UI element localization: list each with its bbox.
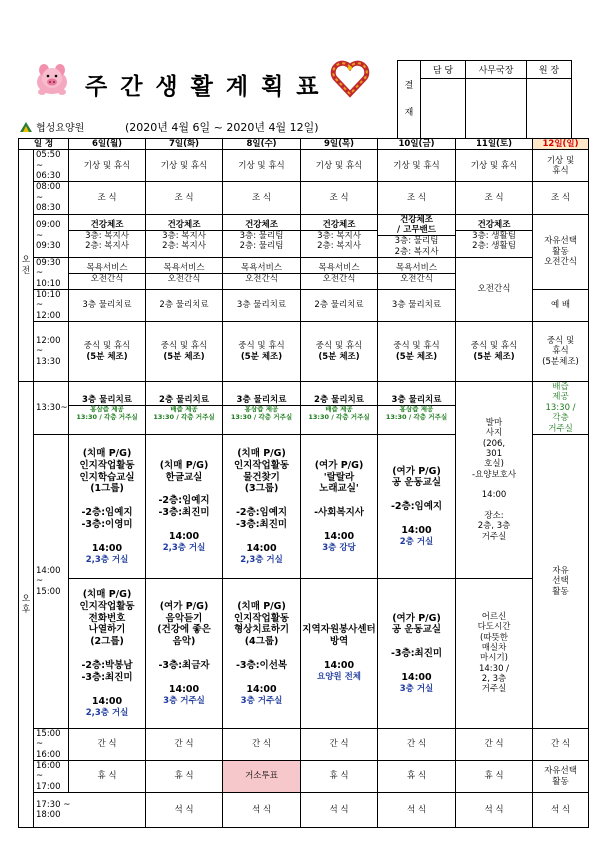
bath-label: 목욕서비스 <box>395 262 438 273</box>
day-mon: 6일(월) <box>69 139 146 150</box>
day-wed: 8일(수) <box>223 139 301 150</box>
cell-dinner-wed: 석 식 <box>301 793 378 828</box>
cell-bath-mon <box>69 257 146 289</box>
pt-label: 3층 물리치료 <box>391 394 442 405</box>
cell-sun-free: 자유 선택 활동 <box>533 434 589 728</box>
cell-rest-fri: 휴 식 <box>378 760 456 792</box>
lunch-label: 중식 및 휴식 <box>83 341 131 352</box>
pig-icon <box>32 58 72 98</box>
bath-label: 목욕서비스 <box>318 262 360 273</box>
org-name: 협성요양원 <box>36 123 85 134</box>
cell-snack-thu: 간 식 <box>301 728 378 760</box>
cell-snack-sun: 간 식 <box>533 728 589 760</box>
program-text: (치매 P/G) 인지작업활동 전화번호 나열하기 (2그룹) -2층:박봉남 -3층:최진미 14:00 <box>79 588 135 707</box>
cell-health-wed <box>223 214 301 257</box>
pt-label: 2층 물리치료 <box>314 394 364 405</box>
cell-program-thu-b <box>301 578 378 728</box>
time-cell: 09:30 ~ 10:10 <box>34 257 69 289</box>
cell-pt-tue: 2층 물리치료 <box>146 290 223 322</box>
cell-breakfast-fri: 조 식 <box>378 182 456 214</box>
time-cell: 15:00 ~ 16:00 <box>34 728 69 760</box>
program-text: (여가 P/G) 공 운동교실 -2층:임예지 14:00 <box>390 465 443 536</box>
lunch-exercise: (5분 체조) <box>473 351 515 362</box>
approval-header-staff: 담 당 <box>421 61 466 79</box>
pt-label: 2층 물리치료 <box>159 394 209 405</box>
drink-label: 홍삼즙 제공 13:30 / 각층 거주실 <box>69 405 145 422</box>
cell-lunch-thu <box>301 322 378 382</box>
health-label: 건강체조 <box>245 219 278 230</box>
program-place: 2,3층 거실 <box>85 707 129 718</box>
cell-sat-snack: 오전간식 <box>456 257 533 321</box>
bath-label: 목욕서비스 <box>163 262 205 273</box>
row-rest <box>19 760 589 792</box>
cell-dinner-thu: 석 식 <box>378 793 456 828</box>
cell-health-thu <box>301 214 378 257</box>
snack-label: 오전간식 <box>146 273 222 284</box>
program-place: 2,3층 거실 <box>240 554 283 565</box>
cell-lunch-mon <box>69 322 146 382</box>
cell-bath-fri <box>378 257 456 289</box>
drink-label: 홍삼즙 제공 13:30 / 각층 거주실 <box>378 405 455 422</box>
cell-sun-morning: 자유선택 활동 오전간식 <box>533 214 589 290</box>
approval-side-label: 결 재 <box>398 61 421 139</box>
cell-dinner-mon: 석 식 <box>146 793 223 828</box>
day-thu: 9일(목) <box>301 139 378 150</box>
time-cell: 13:30~ <box>34 382 69 435</box>
cell-dinner-tue: 석 식 <box>223 793 301 828</box>
floor-staff: 3층: 물리팀 2층: 복지사 <box>378 235 455 257</box>
cell-health-tue <box>146 214 223 257</box>
cell-wake-sun: 기상 및 휴식 <box>533 150 589 182</box>
bath-label: 목욕서비스 <box>240 262 283 273</box>
cell-wake-mon: 기상 및 휴식 <box>69 150 146 182</box>
cell-program-tue-b <box>146 578 223 728</box>
bath-label: 목욕서비스 <box>86 262 128 273</box>
cell-sat-a: 발마 사지 (206, 301 호실) -요양보호사 14:00 장소: 2층, 3층 거주실 <box>456 382 533 579</box>
lunch-exercise: (5분 체조) <box>240 351 283 362</box>
cell-wake-wed: 기상 및 휴식 <box>223 150 301 182</box>
lunch-label: 중식 및 휴식 <box>238 341 285 352</box>
row-breakfast <box>19 182 589 214</box>
drink-label: 배즙 제공 13:30 / 각층 거주실 <box>301 405 377 422</box>
cell-breakfast-thu: 조 식 <box>301 182 378 214</box>
cell-program-fri-a <box>378 434 456 578</box>
cell-drink-wed <box>223 382 301 435</box>
time-cell: 12:00 ~ 13:30 <box>34 322 69 382</box>
row-dinner <box>19 793 589 828</box>
day-tue: 7일(화) <box>146 139 223 150</box>
cell-program-wed-a <box>223 434 301 578</box>
cell-lunch-tue <box>146 322 223 382</box>
day-sun: 12일(일) <box>533 139 589 150</box>
cell-worship-sun: 예 배 <box>533 290 589 322</box>
program-place: 2층 거실 <box>399 536 434 547</box>
cell-breakfast-sat: 조 식 <box>456 182 533 214</box>
time-cell: 09:00 ~ 09:30 <box>34 214 69 257</box>
lunch-exercise: (5분 체조) <box>86 351 128 362</box>
date-range: (2020년 4월 6일 ~ 2020년 4월 12일) <box>125 121 319 134</box>
period-am: 오 전 <box>19 150 34 382</box>
cell-breakfast-sun: 조 식 <box>533 182 589 214</box>
cell-drink-thu <box>301 382 378 435</box>
program-text: (치매 P/G) 인지작업활동 인지학습교실 (1그룹) -2층:임예지 -3층:이영미 14:00 <box>79 447 135 554</box>
row-health <box>19 214 589 257</box>
cell-bath-wed <box>223 257 301 289</box>
cell-snack-fri: 간 식 <box>378 728 456 760</box>
program-place: 2,3층 거실 <box>85 554 129 565</box>
cell-breakfast-tue: 조 식 <box>146 182 223 214</box>
cell-free-sun: 자유선택 활동 <box>533 760 589 792</box>
row-bath <box>19 257 589 289</box>
cell-breakfast-wed: 조 식 <box>223 182 301 214</box>
cell-lunch-wed <box>223 322 301 382</box>
time-cell: 17:30 ~ 18:00 <box>34 793 146 828</box>
program-place: 3층 거주실 <box>163 695 205 706</box>
pt-label: 3층 물리치료 <box>236 394 287 405</box>
drink-label: 배즙 제공 13:30 / 각층 거주실 <box>146 405 222 422</box>
health-label: 건강체조 <box>322 219 356 230</box>
row-snack <box>19 728 589 760</box>
program-place: 3층 거실 <box>399 683 434 694</box>
cell-pt-fri: 3층 물리치료 <box>378 290 456 322</box>
heart-wreath-icon <box>330 58 370 98</box>
floor-staff: 3층: 복지사 2층: 복지사 <box>69 230 145 252</box>
header-label: 일 정 <box>19 139 69 150</box>
cell-drink-tue <box>146 382 223 435</box>
approval-sign-staff <box>421 79 466 139</box>
program-place: 3층 강당 <box>322 542 356 553</box>
cell-rest-sat: 휴 식 <box>456 760 533 792</box>
cell-lunch-sat <box>456 322 533 382</box>
health-label: 건강체조 <box>477 219 511 230</box>
cell-health-fri <box>378 214 456 257</box>
snack-label: 오전간식 <box>301 273 377 284</box>
lunch-exercise: (5분 체조) <box>395 351 438 362</box>
cell-bath-thu <box>301 257 378 289</box>
cell-bath-tue <box>146 257 223 289</box>
lunch-exercise: (5분 체조) <box>318 351 360 362</box>
program-place: 요양원 전체 <box>317 671 362 682</box>
health-label: 건강체조 <box>90 219 124 230</box>
cell-vote-wed: 거소투표 <box>223 760 301 792</box>
org-logo-icon <box>19 121 33 133</box>
time-cell: 08:00 ~ 08:30 <box>34 182 69 214</box>
cell-program-mon-a <box>69 434 146 578</box>
cell-program-fri-b <box>378 578 456 728</box>
cell-snack-wed: 간 식 <box>223 728 301 760</box>
cell-dinner-sat: 석 식 <box>533 793 589 828</box>
program-text: (치매 P/G) 한글교실 -2층:임예지 -3층:최진미 14:00 <box>158 459 210 542</box>
approval-sign-director <box>527 79 572 139</box>
snack-label: 오전간식 <box>69 273 145 284</box>
page-title: 주간생활계획표 <box>85 74 332 100</box>
approval-sign-manager <box>466 79 527 139</box>
period-pm: 오 후 <box>19 382 34 828</box>
floor-staff: 3층: 복지사 2층: 복지사 <box>301 230 377 252</box>
cell-drink-sun: 배즙 제공 13:30 / 각층 거주실 <box>533 382 589 435</box>
row-drink <box>19 382 589 435</box>
approval-box <box>397 60 572 139</box>
row-lunch <box>19 322 589 382</box>
cell-snack-sat: 간 식 <box>456 728 533 760</box>
cell-wake-thu: 기상 및 휴식 <box>301 150 378 182</box>
health-label: 건강체조 / 고무밴드 <box>397 214 436 235</box>
time-cell: 05:50 ~ 06:30 <box>34 150 69 182</box>
cell-breakfast-mon: 조 식 <box>69 182 146 214</box>
floor-staff: 3층: 물리팀 2층: 물리팀 <box>223 230 300 252</box>
cell-snack-tue: 간 식 <box>146 728 223 760</box>
approval-header-director: 원 장 <box>527 61 572 79</box>
cell-wake-sat: 기상 및 휴식 <box>456 150 533 182</box>
lunch-label: 중식 및 휴식 <box>393 341 440 352</box>
cell-drink-mon <box>69 382 146 435</box>
drink-label: 홍삼즙 제공 13:30 / 각층 거주실 <box>223 405 300 422</box>
day-fri: 10일(금) <box>378 139 456 150</box>
approval-header-manager: 사무국장 <box>466 61 527 79</box>
cell-dinner-fri: 석 식 <box>456 793 533 828</box>
program-place: 2,3층 거실 <box>162 542 206 553</box>
program-text: 지역자원봉사센터 방역 14:00 <box>302 624 376 672</box>
day-sat: 11일(토) <box>456 139 533 150</box>
row-wake <box>19 150 589 182</box>
cell-pt-wed: 3층 물리치료 <box>223 290 301 322</box>
cell-drink-fri <box>378 382 456 435</box>
org-logo <box>19 119 84 134</box>
cell-program-tue-a <box>146 434 223 578</box>
snack-label: 오전간식 <box>223 273 300 284</box>
lunch-label: 중식 및 휴식 <box>470 341 518 352</box>
time-cell: 16:00 ~ 17:00 <box>34 760 69 792</box>
cell-program-wed-b <box>223 578 301 728</box>
header <box>0 0 600 150</box>
cell-program-thu-a <box>301 434 378 578</box>
floor-staff: 3층: 복지사 2층: 복지사 <box>146 230 222 252</box>
time-cell: 10:10 ~ 12:00 <box>34 290 69 322</box>
weekly-schedule-table <box>18 138 589 828</box>
row-program-b <box>19 578 589 728</box>
program-place: 3층 거주실 <box>240 695 283 706</box>
program-text: (치매 P/G) 인지작업활동 형상치료하기 (4그룹) -3층:이선복 14:00 <box>233 600 290 695</box>
health-label: 건강체조 <box>167 219 201 230</box>
cell-snack-mon: 간 식 <box>69 728 146 760</box>
time-cell: 14:00 ~ 15:00 <box>34 434 69 728</box>
program-text: (여가 P/G) 공 운동교실 -3층:최진미 14:00 <box>390 612 443 683</box>
cell-wake-fri: 기상 및 휴식 <box>378 150 456 182</box>
cell-sat-b: 어르신 다도시간 (따뜻한 매실차 마시기) 14:30 / 2, 3층 거주실 <box>456 578 533 728</box>
header-row <box>19 139 589 150</box>
cell-lunch-sun: 중식 및 휴식 (5분체조) <box>533 322 589 382</box>
program-text: (여가 P/G) 음악듣기 (건강에 좋은 음악) -3층:최금자 14:00 <box>157 600 211 695</box>
cell-pt-mon: 3층 물리치료 <box>69 290 146 322</box>
cell-program-mon-b <box>69 578 146 728</box>
snack-label: 오전간식 <box>378 273 455 284</box>
program-text: (치매 P/G) 인지작업활동 물건찾기 (3그룹) -2층:임예지 -3층:최진미 14:00 <box>233 447 290 554</box>
cell-health-mon <box>69 214 146 257</box>
cell-wake-tue: 기상 및 휴식 <box>146 150 223 182</box>
cell-health-sat <box>456 214 533 257</box>
cell-rest-thu: 휴 식 <box>301 760 378 792</box>
cell-lunch-fri <box>378 322 456 382</box>
pt-label: 3층 물리치료 <box>82 394 132 405</box>
cell-rest-tue: 휴 식 <box>146 760 223 792</box>
cell-rest-mon: 휴 식 <box>69 760 146 792</box>
cell-pt-thu: 2층 물리치료 <box>301 290 378 322</box>
lunch-label: 중식 및 휴식 <box>315 341 363 352</box>
lunch-label: 중식 및 휴식 <box>160 341 208 352</box>
program-text: (여가 P/G) '랄랄라 노래교실' -사회복지사 14:00 <box>314 459 364 542</box>
floor-staff: 3층: 생활팀 2층: 생활팀 <box>456 230 532 252</box>
lunch-exercise: (5분 체조) <box>163 351 205 362</box>
